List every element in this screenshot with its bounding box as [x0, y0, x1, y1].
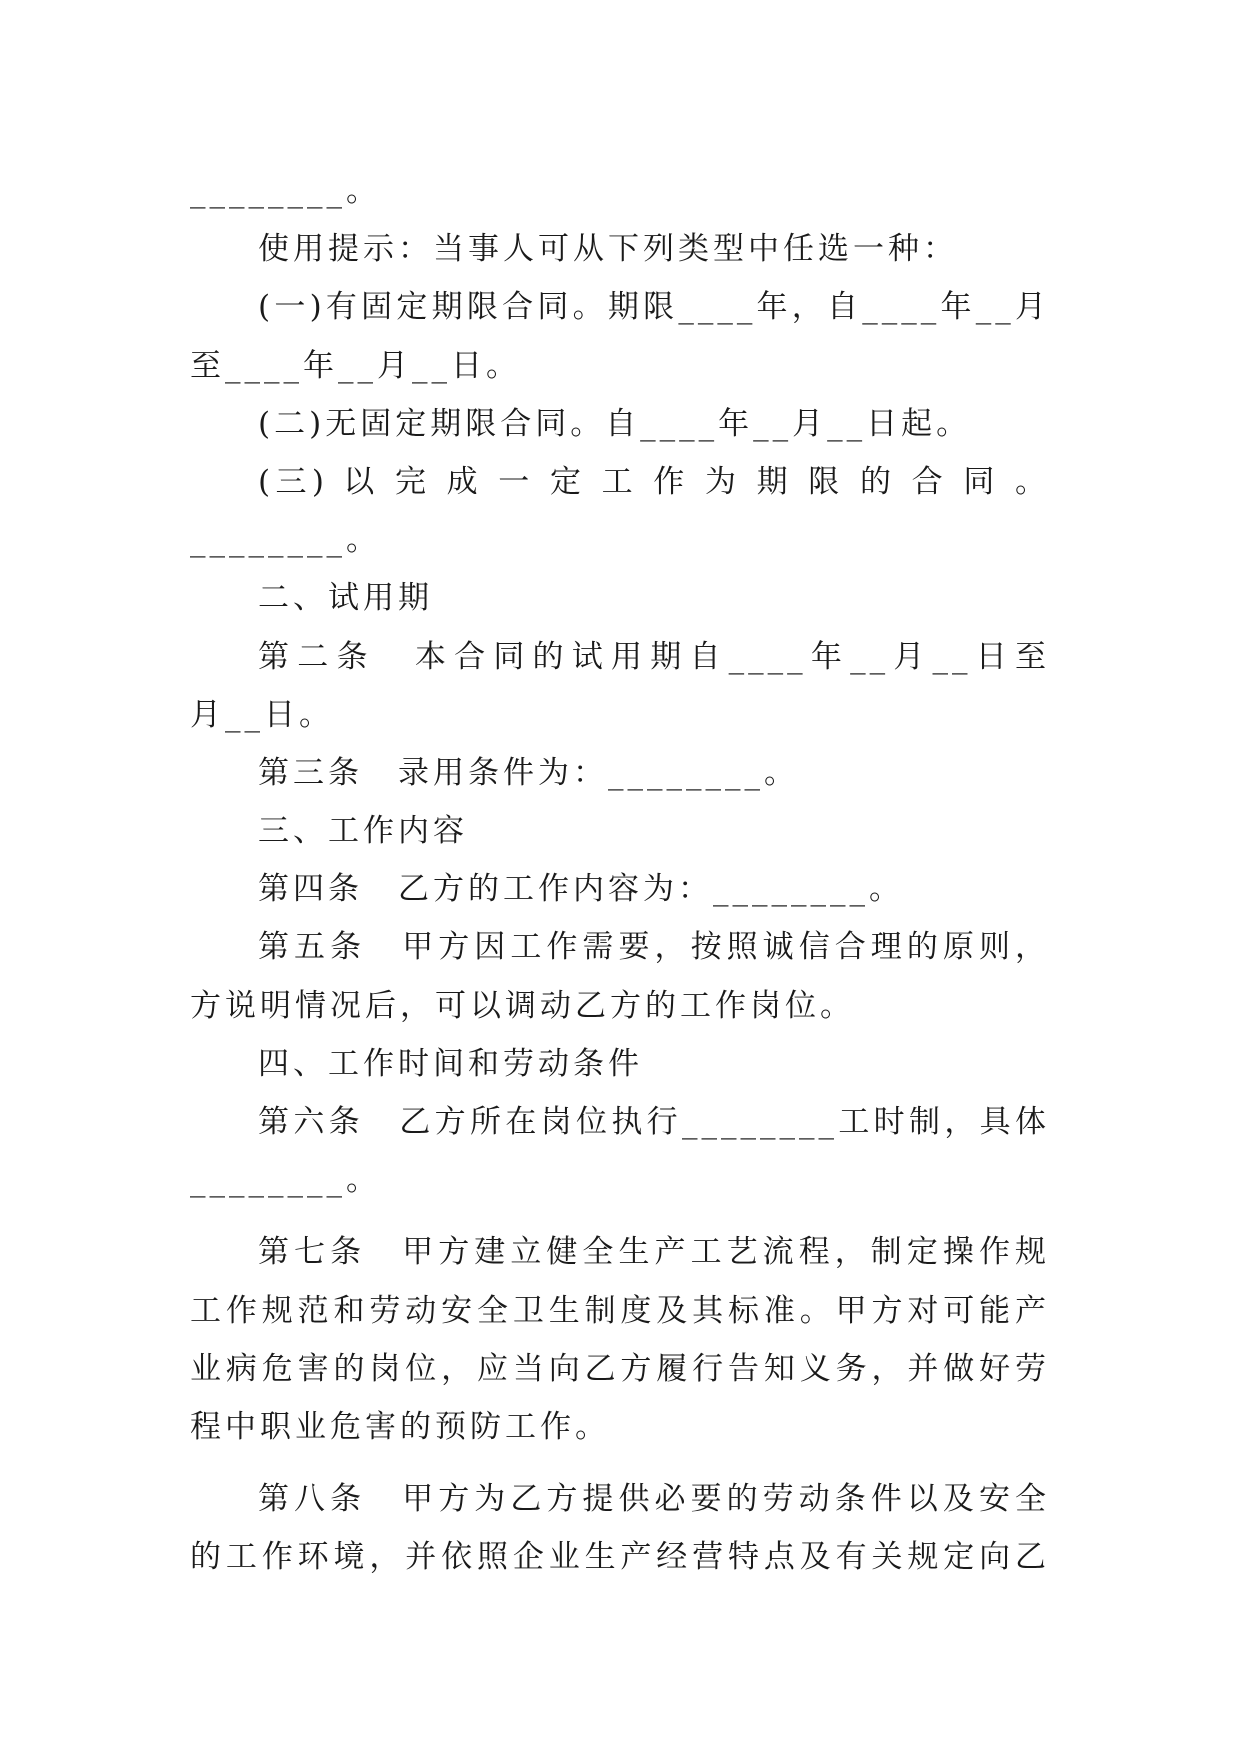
article-7-cont-3: 程中职业危害的预防工作。	[190, 1408, 610, 1445]
article-4: 第四条 乙方的工作内容为：________。	[258, 871, 904, 908]
article-3: 第三条 录用条件为：________。	[258, 754, 799, 791]
option-task-term: (三) 以 完 成 一 定 工 作 为 期 限 的 合 同 。	[258, 463, 1050, 500]
article-8: 第八条 甲方为乙方提供必要的劳动条件以及安全	[258, 1481, 1050, 1518]
article-8-cont: 的工作环境，并依照企业生产经营特点及有关规定向乙	[190, 1539, 1050, 1576]
section-heading-work-content: 三、工作内容	[258, 813, 468, 850]
option-task-term-cont: ________。	[190, 522, 381, 559]
article-5: 第五条 甲方因工作需要，按照诚信合理的原则，	[258, 929, 1050, 966]
article-2-cont: 月__日。	[190, 696, 334, 733]
option-open-term: (二)无固定期限合同。自____年__月__日起。	[258, 405, 972, 442]
article-7-cont-2: 业病危害的岗位，应当向乙方履行告知义务，并做好劳	[190, 1350, 1050, 1387]
article-6-cont: ________。	[190, 1162, 381, 1199]
option-fixed-term: (一)有固定期限合同。期限____年，自____年__月	[258, 289, 1050, 326]
article-2: 第二条 本合同的试用期自____年__月__日至	[258, 638, 1050, 675]
article-6: 第六条 乙方所在岗位执行________工时制，具体	[258, 1104, 1050, 1140]
option-fixed-term-cont: 至____年__月__日。	[190, 347, 521, 384]
article-7: 第七条 甲方建立健全生产工艺流程，制定操作规	[258, 1234, 1050, 1271]
section-heading-work-time: 四、工作时间和劳动条件	[258, 1045, 643, 1082]
section-heading-probation: 二、试用期	[258, 580, 433, 617]
document-body	[190, 162, 1050, 1587]
usage-tip: 使用提示：当事人可从下列类型中任选一种：	[258, 231, 958, 268]
article-7-cont-1: 工作规范和劳动安全卫生制度及其标准。甲方对可能产	[190, 1292, 1050, 1329]
article-5-cont: 方说明情况后，可以调动乙方的工作岗位。	[190, 987, 855, 1024]
blank-line: ________。	[190, 173, 381, 209]
